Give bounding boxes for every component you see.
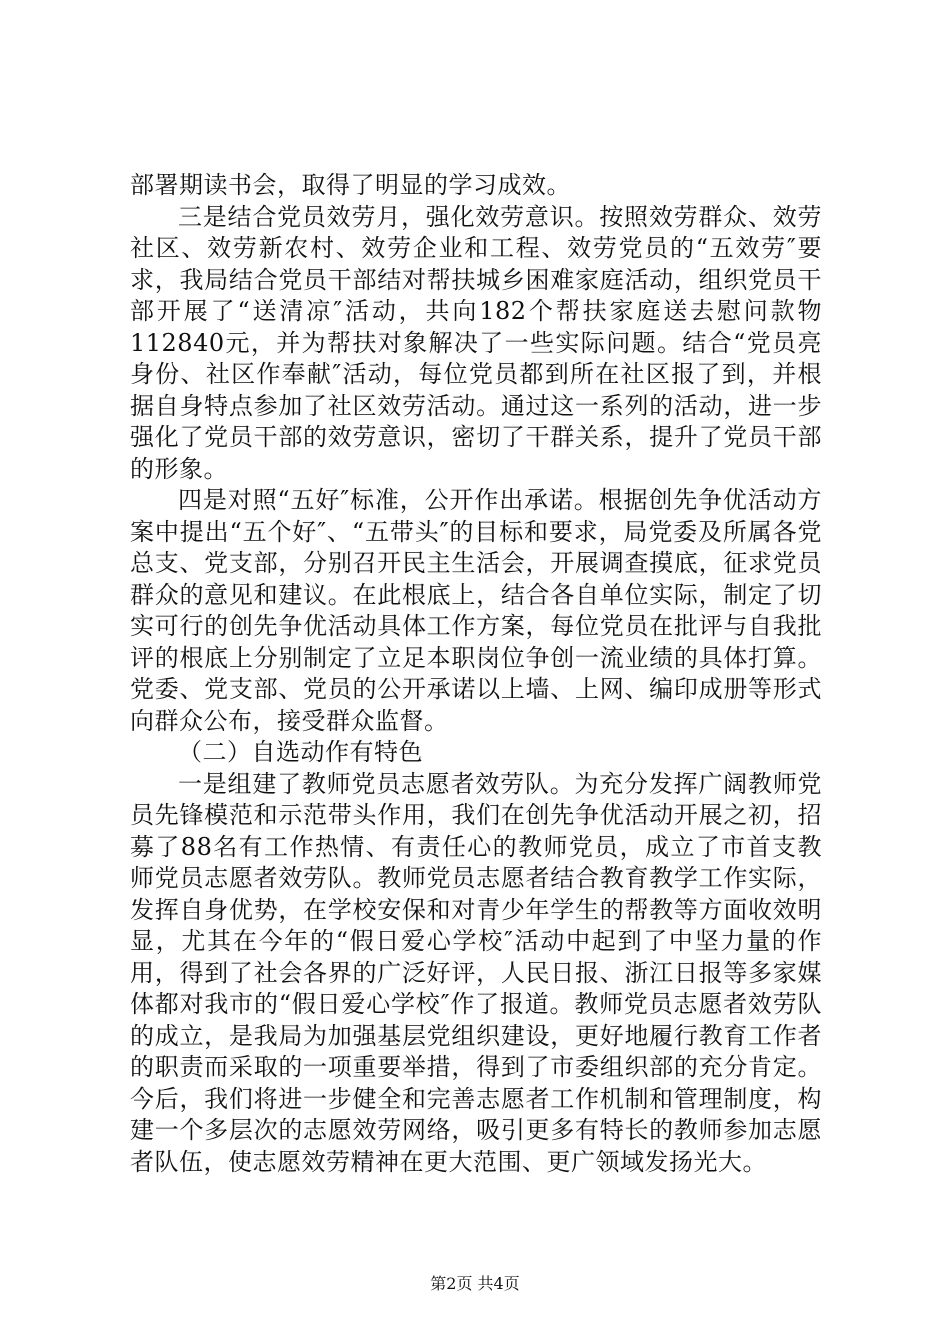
section-heading: （二）自选动作有特色 xyxy=(178,738,423,766)
page-footer: 第2页 共4页 xyxy=(430,1274,520,1293)
document-body xyxy=(130,170,822,1178)
paragraph-item-one: 一是组建了教师党员志愿者效劳队。为充分发挥广阔教师党员先锋模范和示范带头作用，我们在创先争优活动开展之初，招募了88名有工作热情、有责任心的教师党员，成立了市首支教师党员志愿者效劳队。教师党员志愿者结合教育教学工作实际，发挥自身优势，在学校安保和对青少年学生的帮教等方面收效明显，尤其在今年的“假日爱心学校″活动中起到了中坚力量的作用，得到了社会各界的广泛好评，人民日报、浙江日报等多家媒体都对我市的“假日爱心学校″作了报道。教师党员志愿者效劳队的成立，是我局为加强基层党组织建设，更好地履行教育工作者的职责而采取的一项重要举措，得到了市委组织部的充分肯定。今后，我们将进一步健全和完善志愿者工作机制和管理制度，构建一个多层次的志愿效劳网络，吸引更多有特长的教师参加志愿者队伍，使志愿效劳精神在更大范围、更广领域发扬光大。 xyxy=(130,769,822,1176)
paragraph-continuation: 部署期读书会，取得了明显的学习成效。 xyxy=(130,171,571,199)
paragraph-item-three: 三是结合党员效劳月，强化效劳意识。按照效劳群众、效劳社区、效劳新农村、效劳企业和工程、效劳党员的“五效劳″要求，我局结合党员干部结对帮扶城乡困难家庭活动，组织党员干部开展了“送清凉″活动，共向182个帮扶家庭送去慰问款物112840元，并为帮扶对象解决了一些实际问题。结合“党员亮身份、社区作奉献″活动，每位党员都到所在社区报了到，并根据自身特点参加了社区效劳活动。通过这一系列的活动，进一步强化了党员干部的效劳意识，密切了干群关系，提升了党员干部的形象。 xyxy=(130,202,822,483)
paragraph-item-four: 四是对照“五好″标准，公开作出承诺。根据创先争优活动方案中提出“五个好″、“五带头″的目标和要求，局党委及所属各党总支、党支部，分别召开民主生活会，开展调查摸底，征求党员群众的意见和建议。在此根底上，结合各自单位实际，制定了切实可行的创先争优活动具体工作方案，每位党员在批评与自我批评的根底上分别制定了立足本职岗位争创一流业绩的具体打算。党委、党支部、党员的公开承诺以上墙、上网、编印成册等形式向群众公布，接受群众监督。 xyxy=(130,486,822,735)
